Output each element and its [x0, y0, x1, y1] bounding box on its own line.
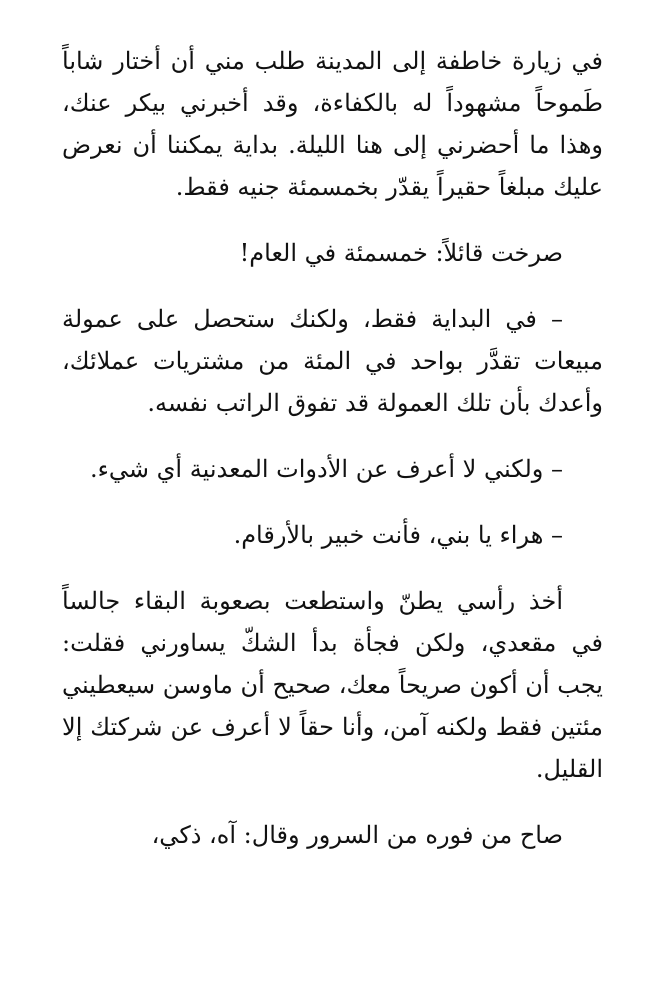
paragraph-hardware: – ولكني لا أعرف عن الأدوات المعدنية أي شيء.: [89, 455, 563, 483]
paragraph-offer: في زيارة خاطفة إلى المدينة طلب مني أن أختار شاباً طَموحاً مشهوداً له بالكفاءة، وقد أخبرني بيكر عنك، وهذا ما أحضرني إلى هنا الليلة. بداية يمكننا أن نعرض عليك مبلغاً حقيراً يقدّر بخمسمئة جنيه فقط.: [62, 47, 603, 201]
paragraph-nonsense: – هراء يا بني، فأنت خبير بالأرقام.: [233, 521, 563, 549]
paragraph-doubt: أخذ رأسي يطنّ واستطعت بصعوبة البقاء جالساً في مقعدي، ولكن فجأة بدأ الشكّ يساورني فقلت: يجب أن أكون صريحاً معك، صحيح أن ماوسن سيعطيني مئتين فقط ولكنه آمن، وأنا حقاً لا أعرف عن شركتك إلا القليل.: [62, 587, 603, 783]
paragraph-commission: – في البداية فقط، ولكنك ستحصل على عمولة مبيعات تقدَّر بواحد في المئة من مشتريات عملائك، وأعدك بأن تلك العمولة قد تفوق الراتب نفسه.: [62, 305, 603, 417]
paragraph-shouted: صاح من فوره من السرور وقال: آه، ذكي،: [151, 821, 563, 849]
paragraph-exclaim: صرخت قائلاً: خمسمئة في العام!: [239, 239, 563, 267]
